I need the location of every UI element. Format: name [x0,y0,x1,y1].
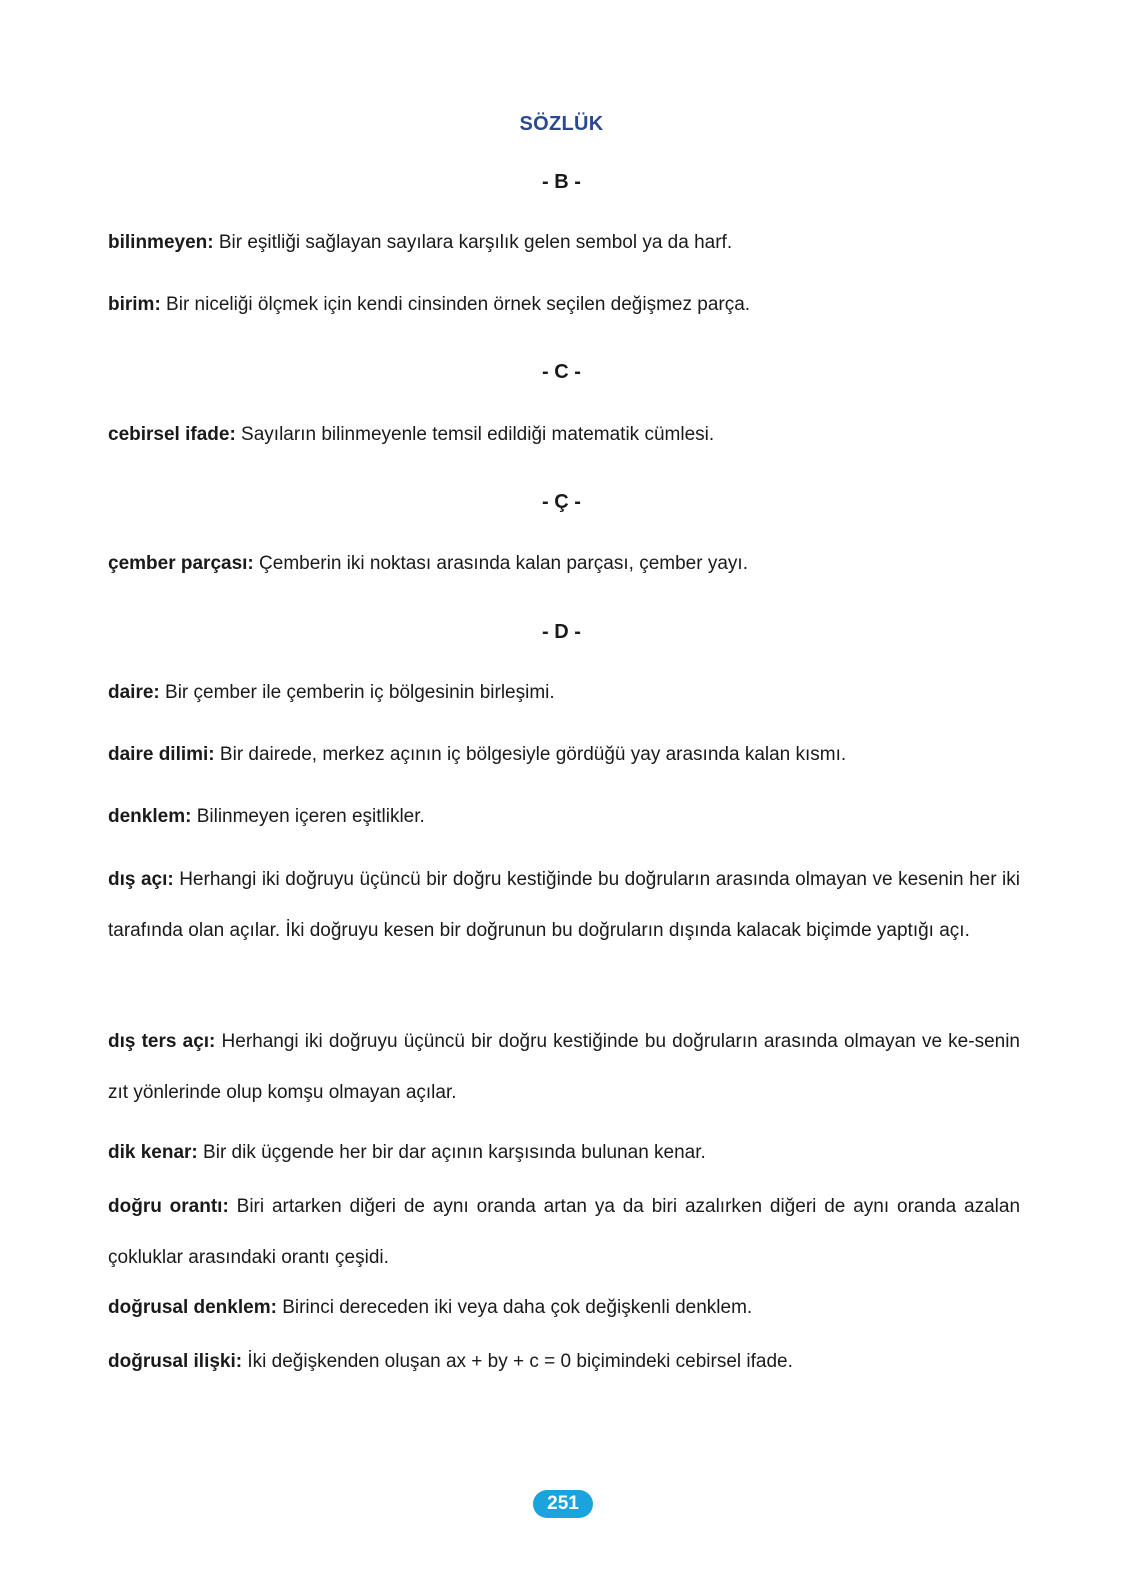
entry-definition: Birinci dereceden iki veya daha çok değişkenli denklem. [276,1297,753,1318]
entry-term: birim: [108,294,161,315]
entry-definition: Çemberin iki noktası arasında kalan parçası, çember yayı. [253,553,748,574]
entry-term: çember parçası: [108,553,254,574]
section-heading-cc: - Ç - [542,491,581,513]
entry-dogrusal-denklem [108,1296,1020,1320]
entry-definition: Herhangi iki doğruyu üçüncü bir doğru kestiğinde bu doğruların arasında olmayan ve kesenin her iki tarafında olan açılar. İki doğruyu kesen bir doğrunun bu doğruların dışında kalacak biçimde yaptığı açı. [108,869,1020,941]
entry-dik-kenar [108,1141,1020,1165]
entry-definition: Bir çember ile çemberin iç bölgesinin birleşimi. [159,682,555,703]
page-title: SÖZLÜK [519,113,604,135]
entry-definition: Herhangi iki doğruyu üçüncü bir doğru kestiğinde bu doğruların arasında olmayan ve ke-senin zıt yönlerinde olup komşu olmayan açılar. [108,1031,1020,1103]
entry-dogru-oranti [108,1181,1020,1283]
section-heading-b: - B - [542,171,581,193]
entry-term: dış açı: [108,869,174,890]
entry-term: dış ters açı: [108,1031,216,1052]
section-heading-c: - C - [542,361,581,383]
entry-term: doğru orantı: [108,1196,229,1217]
entry-daire-dilimi [108,743,1020,767]
entry-daire [108,681,1020,705]
entry-cember-parcasi [108,552,1020,576]
entry-definition: Sayıların bilinmeyenle temsil edildiği matematik cümlesi. [235,424,715,445]
entry-definition: Bir eşitliği sağlayan sayılara karşılık gelen sembol ya da harf. [213,232,733,253]
entry-term: bilinmeyen: [108,232,214,253]
entry-term: daire dilimi: [108,744,215,765]
entry-term: denklem: [108,806,192,827]
entry-birim [108,293,1020,317]
entry-definition: İki değişkenden oluşan ax + by + c = 0 biçimindeki cebirsel ifade. [242,1351,793,1372]
section-heading-d: - D - [542,621,581,643]
entry-term: daire: [108,682,160,703]
entry-dis-ters-aci [108,1016,1020,1118]
page-number-badge: 251 [533,1490,593,1518]
entry-term: cebirsel ifade: [108,424,236,445]
entry-definition: Bilinmeyen içeren eşitlikler. [191,806,425,827]
entry-definition: Bir dik üçgende her bir dar açının karşısında bulunan kenar. [197,1142,706,1163]
entry-term: doğrusal ilişki: [108,1351,243,1372]
entry-definition: Biri artarken diğeri de aynı oranda artan ya da biri azalırken diğeri de aynı oranda azalan çokluklar arasındaki orantı çeşidi. [108,1196,1021,1268]
entry-dogrusal-iliski [108,1350,1020,1374]
entry-dis-aci [108,854,1020,956]
entry-denklem [108,805,1020,829]
entry-cebirsel-ifade [108,423,1020,447]
entry-bilinmeyen [108,231,1020,255]
entry-definition: Bir dairede, merkez açının iç bölgesiyle gördüğü yay arasında kalan kısmı. [214,744,847,765]
entry-term: dik kenar: [108,1142,198,1163]
entry-definition: Bir niceliği ölçmek için kendi cinsinden örnek seçilen değişmez parça. [160,294,751,315]
entry-term: doğrusal denklem: [108,1297,277,1318]
